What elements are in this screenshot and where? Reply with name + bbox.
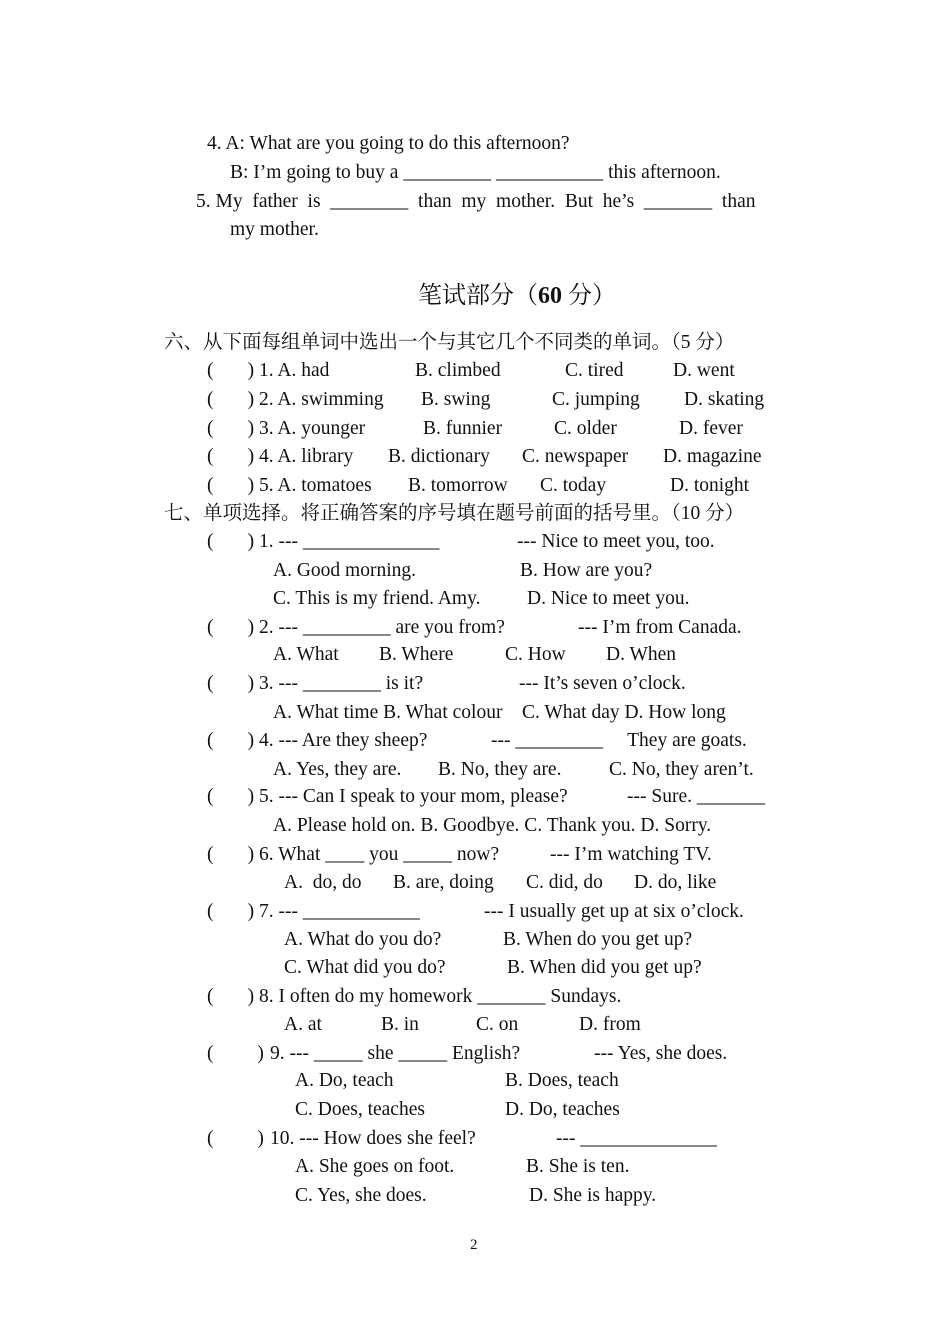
part7-q8-option-b: B. in xyxy=(381,1014,419,1035)
part7-q10-response: --- ______________ xyxy=(556,1128,717,1149)
part6-heading: 六、从下面每组单词中选出一个与其它几个不同类的单词。（5 分） xyxy=(164,332,735,353)
part7-q8-option-c: C. on xyxy=(476,1014,519,1035)
part7-q5-options: A. Please hold on. B. Goodbye. C. Thank you. D. Sorry. xyxy=(273,815,712,836)
part6-q3-option-c: C. older xyxy=(554,418,617,439)
part7-heading: 七、单项选择。将正确答案的序号填在题号前面的括号里。（10 分） xyxy=(164,503,745,524)
part7-q4-option-b: B. No, they are. xyxy=(438,759,562,780)
listening-q4-line-b: B: I’m going to buy a _________ ___________ this afternoon. xyxy=(230,162,721,183)
part7-q10-option-b: B. She is ten. xyxy=(526,1156,630,1177)
answer-bracket: ( ) xyxy=(207,986,255,1007)
part7-q8-option-a: A. at xyxy=(284,1014,322,1035)
part7-q2-response: --- I’m from Canada. xyxy=(578,617,742,638)
part7-q2-option-b: B. Where xyxy=(379,644,454,665)
part7-q3-options: A. What time B. What colour C. What day D. How long xyxy=(273,702,726,723)
part7-q2-option-c: C. How xyxy=(505,644,566,665)
part7-q10-option-a: A. She goes on foot. xyxy=(295,1156,455,1177)
part7-q1-option-a: A. Good morning. xyxy=(273,560,416,581)
part7-q6-option-d: D. do, like xyxy=(634,872,717,893)
part6-q4-option-a: 4. A. library xyxy=(259,446,354,467)
part6-q3-option-d: D. fever xyxy=(679,418,743,439)
part6-q1-option-c: C. tired xyxy=(565,360,624,381)
part7-q10-stem: 10. --- How does she feel? xyxy=(270,1128,476,1149)
part6-q5-option-b: B. tomorrow xyxy=(408,475,508,496)
part7-q7-option-a: A. What do you do? xyxy=(284,929,442,950)
part7-q5-response: --- Sure. _______ xyxy=(627,786,766,807)
part6-q4-option-b: B. dictionary xyxy=(388,446,490,467)
part6-q2-option-a: 2. A. swimming xyxy=(259,389,384,410)
part6-q5-option-d: D. tonight xyxy=(670,475,750,496)
part7-q7-response: --- I usually get up at six o’clock. xyxy=(484,901,744,922)
part7-q9-stem: 9. --- _____ she _____ English? xyxy=(270,1043,521,1064)
part7-q1-option-d: D. Nice to meet you. xyxy=(527,588,690,609)
answer-bracket: ( ) xyxy=(207,617,255,638)
part7-q10-option-d: D. She is happy. xyxy=(529,1185,657,1206)
part7-q8-stem: 8. I often do my homework _______ Sundays. xyxy=(259,986,622,1007)
part6-q2-option-c: C. jumping xyxy=(552,389,640,410)
part7-q1-option-c: C. This is my friend. Amy. xyxy=(273,588,481,609)
part7-q9-option-a: A. Do, teach xyxy=(295,1070,394,1091)
part6-q3-option-a: 3. A. younger xyxy=(259,418,366,439)
part7-q8-option-d: D. from xyxy=(579,1014,641,1035)
answer-bracket: ( ) xyxy=(207,531,255,552)
part7-q7-option-d: B. When did you get up? xyxy=(507,957,702,978)
part7-q1-option-b: B. How are you? xyxy=(520,560,653,581)
part7-q5-stem: 5. --- Can I speak to your mom, please? xyxy=(259,786,568,807)
part7-q6-stem: 6. What ____ you _____ now? xyxy=(259,844,500,865)
written-section-title xyxy=(418,282,616,310)
answer-bracket: ( ) xyxy=(207,1128,264,1149)
part6-q4-option-c: C. newspaper xyxy=(522,446,629,467)
answer-bracket: ( ) xyxy=(207,360,255,381)
part6-q3-option-b: B. funnier xyxy=(423,418,503,439)
answer-bracket: ( ) xyxy=(207,446,255,467)
part6-q4-option-d: D. magazine xyxy=(663,446,762,467)
part7-q10-option-c: C. Yes, she does. xyxy=(295,1185,427,1206)
part7-q9-option-d: D. Do, teaches xyxy=(505,1099,620,1120)
title-suffix: 分） xyxy=(562,283,616,309)
part7-q2-stem: 2. --- _________ are you from? xyxy=(259,617,505,638)
part7-q3-response: --- It’s seven o’clock. xyxy=(519,673,686,694)
title-prefix: 笔试部分（ xyxy=(418,283,538,309)
answer-bracket: ( ) xyxy=(207,844,255,865)
part7-q4-option-a: A. Yes, they are. xyxy=(273,759,402,780)
listening-q4-line-a: 4. A: What are you going to do this afternoon? xyxy=(207,133,570,154)
part7-q4-option-c: C. No, they aren’t. xyxy=(609,759,754,780)
part6-q5-option-c: C. today xyxy=(540,475,607,496)
answer-bracket: ( ) xyxy=(207,475,255,496)
part7-q9-option-c: C. Does, teaches xyxy=(295,1099,425,1120)
part6-q1-option-a: 1. A. had xyxy=(259,360,330,381)
part7-q6-option-c: C. did, do xyxy=(526,872,603,893)
part7-q6-option-a: A. do, do xyxy=(284,872,362,893)
listening-q5-line-a: 5. My father is ________ than my mother. But he’s _______ than xyxy=(196,191,756,212)
part7-q9-response: --- Yes, she does. xyxy=(594,1043,728,1064)
answer-bracket: ( ) xyxy=(207,901,255,922)
listening-q5-line-b: my mother. xyxy=(230,219,319,240)
part7-q7-option-c: C. What did you do? xyxy=(284,957,446,978)
part7-q4-response: --- _________ They are goats. xyxy=(491,730,747,751)
part6-q2-option-d: D. skating xyxy=(684,389,765,410)
part7-q2-option-d: D. When xyxy=(606,644,677,665)
page-number: 2 xyxy=(470,1237,478,1253)
part6-q2-option-b: B. swing xyxy=(421,389,491,410)
answer-bracket: ( ) xyxy=(207,786,255,807)
answer-bracket: ( ) xyxy=(207,418,255,439)
part7-q2-option-a: A. What xyxy=(273,644,339,665)
answer-bracket: ( ) xyxy=(207,730,255,751)
answer-bracket: ( ) xyxy=(207,389,255,410)
answer-bracket: ( ) xyxy=(207,673,255,694)
part6-q1-option-b: B. climbed xyxy=(415,360,501,381)
part7-q7-stem: 7. --- ____________ xyxy=(259,901,420,922)
part7-q4-stem: 4. --- Are they sheep? xyxy=(259,730,428,751)
part7-q7-option-b: B. When do you get up? xyxy=(503,929,693,950)
part7-q1-stem: 1. --- ______________ xyxy=(259,531,440,552)
part7-q6-option-b: B. are, doing xyxy=(393,872,494,893)
answer-bracket: ( ) xyxy=(207,1043,264,1064)
part7-q6-response: --- I’m watching TV. xyxy=(550,844,712,865)
part7-q3-stem: 3. --- ________ is it? xyxy=(259,673,424,694)
part7-q9-option-b: B. Does, teach xyxy=(505,1070,619,1091)
part6-q5-option-a: 5. A. tomatoes xyxy=(259,475,372,496)
part7-q1-response: --- Nice to meet you, too. xyxy=(517,531,715,552)
title-score: 60 xyxy=(538,283,562,309)
part6-q1-option-d: D. went xyxy=(673,360,735,381)
